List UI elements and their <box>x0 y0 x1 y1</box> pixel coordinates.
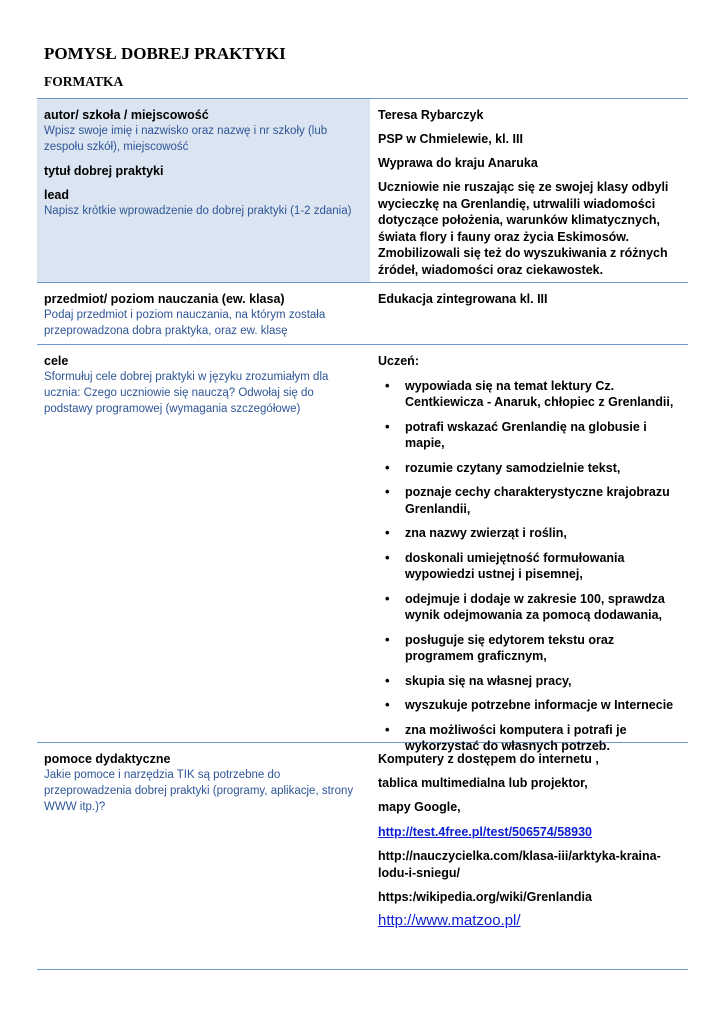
aid-computers: Komputery z dostępem do internetu , <box>378 752 599 766</box>
bullet-icon: • <box>385 418 390 434</box>
aid-nauczycielka-url: http://nauczycielka.com/klasa-iii/arktyka-kraina-lodu-i-sniegu/ <box>378 849 661 880</box>
bullet-icon: • <box>385 590 390 606</box>
aids-label: pomoce dydaktyczne <box>44 752 171 766</box>
bullet-icon: • <box>385 549 390 565</box>
row-teaching-aids <box>37 743 688 969</box>
list-item: • wyszukuje potrzebne informacje w Internecie <box>385 697 674 712</box>
practice-form-table <box>37 98 688 970</box>
page-subtitle: FORMATKA <box>44 74 124 89</box>
bullet-icon: • <box>385 484 390 499</box>
link-test-4free[interactable]: http://test.4free.pl/test/506574/58930 <box>378 824 592 839</box>
link-matzoo[interactable]: http://www.matzoo.pl/ <box>378 912 521 929</box>
aids-hint: Jakie pomoce i narzędzia TIK są potrzebne do przeprowadzenia dobrej praktyki (programy, aplikacje, strony WWW itp.)? <box>44 769 354 813</box>
bullet-icon: • <box>385 697 390 712</box>
list-item: • skupia się na własnej pracy, <box>385 672 572 688</box>
bullet-icon: • <box>385 631 390 647</box>
author-hint: Wpisz swoje imię i nazwisko oraz nazwę i nr szkoły (lub zespołu szkół), miejscowość <box>44 125 328 153</box>
list-item: • rozumie czytany samodzielnie tekst, <box>385 459 621 475</box>
list-item: • zna nazwy zwierząt i roślin, <box>385 525 567 540</box>
subject-label: przedmiot/ poziom nauczania (ew. klasa) <box>44 292 285 306</box>
lead-value: Uczniowie nie ruszając się ze swojej klasy odbyli wycieczkę na Grenlandię, utrwalili wiadomości dotyczące położenia, warunków klimatycznych, świata flory i fauny oraz życia Eskimosów. Zmobilizowali się też do wyszukiwania z różnych źródeł, wiadomości oraz ciekawostek. <box>378 180 669 277</box>
row3-value-cell <box>370 345 688 753</box>
list-item: • potrafi wskazać Grenlandię na globusie i mapie, <box>385 418 647 450</box>
row2-value-cell <box>370 283 688 344</box>
list-item: • odejmuje i dodaje w zakresie 100, sprawdza wynik odejmowania za pomocą dodawania, <box>385 590 665 622</box>
goals-label: cele <box>44 354 69 368</box>
lead-label: lead <box>44 188 70 202</box>
row-subject-level <box>37 283 688 344</box>
bullet-icon: • <box>385 377 390 393</box>
list-item: • posługuje się edytorem tekstu oraz programem graficznym, <box>385 631 615 663</box>
list-item: • wypowiada się na temat lektury Cz. Centkiewicza - Anaruk, chłopiec z Grenlandii, <box>385 377 674 409</box>
row3-label-cell <box>37 345 370 742</box>
author-label: autor/ szkoła / miejscowość <box>44 108 209 122</box>
list-item: • poznaje cechy charakterystyczne krajobrazu Grenlandii, <box>385 484 670 516</box>
goals-hint: Sformułuj cele dobrej praktyki w języku zrozumiałym dla ucznia: Czego uczniowie się nauczą? Odwołaj się do podstawy programowej (wymagania szczegółowe) <box>44 371 329 415</box>
row4-value-cell <box>370 743 688 969</box>
row1-value-cell <box>370 99 688 282</box>
row1-label-cell <box>37 99 370 282</box>
school-value: PSP w Chmielewie, kl. III <box>378 132 523 146</box>
author-value: Teresa Rybarczyk <box>378 108 484 122</box>
subject-value: Edukacja zintegrowana kl. III <box>378 292 548 306</box>
list-item: • doskonali umiejętność formułowania wypowiedzi ustnej i pisemnej, <box>385 549 625 581</box>
practice-title-label: tytuł dobrej praktyki <box>44 164 164 178</box>
row-goals <box>37 345 688 753</box>
row4-label-cell <box>37 743 370 969</box>
goals-intro: Uczeń: <box>378 354 419 368</box>
table-rule <box>37 969 688 970</box>
bullet-icon: • <box>385 459 390 475</box>
goals-list <box>378 378 682 755</box>
bullet-icon: • <box>385 672 390 688</box>
list-item: • zna możliwości komputera i potrafi je wykorzystać do własnych potrzeb. <box>385 721 627 753</box>
aid-google-maps: mapy Google, <box>378 800 461 814</box>
lead-hint: Napisz krótkie wprowadzenie do dobrej praktyki (1-2 zdania) <box>44 205 352 217</box>
bullet-icon: • <box>385 525 390 540</box>
subject-hint: Podaj przedmiot i poziom nauczania, na którym została przeprowadzona dobra praktyka, oraz ew. klasę <box>44 309 326 337</box>
page-title: POMYSŁ DOBREJ PRAKTYKI <box>44 44 286 63</box>
row-author-title-lead <box>37 99 688 282</box>
practice-title-value: Wyprawa do kraju Anaruka <box>378 156 538 170</box>
aid-wikipedia-url: https:/wikipedia.org/wiki/Grenlandia <box>378 889 592 904</box>
row2-label-cell <box>37 283 370 344</box>
aid-whiteboard: tablica multimedialna lub projektor, <box>378 776 588 790</box>
bullet-icon: • <box>385 721 390 737</box>
